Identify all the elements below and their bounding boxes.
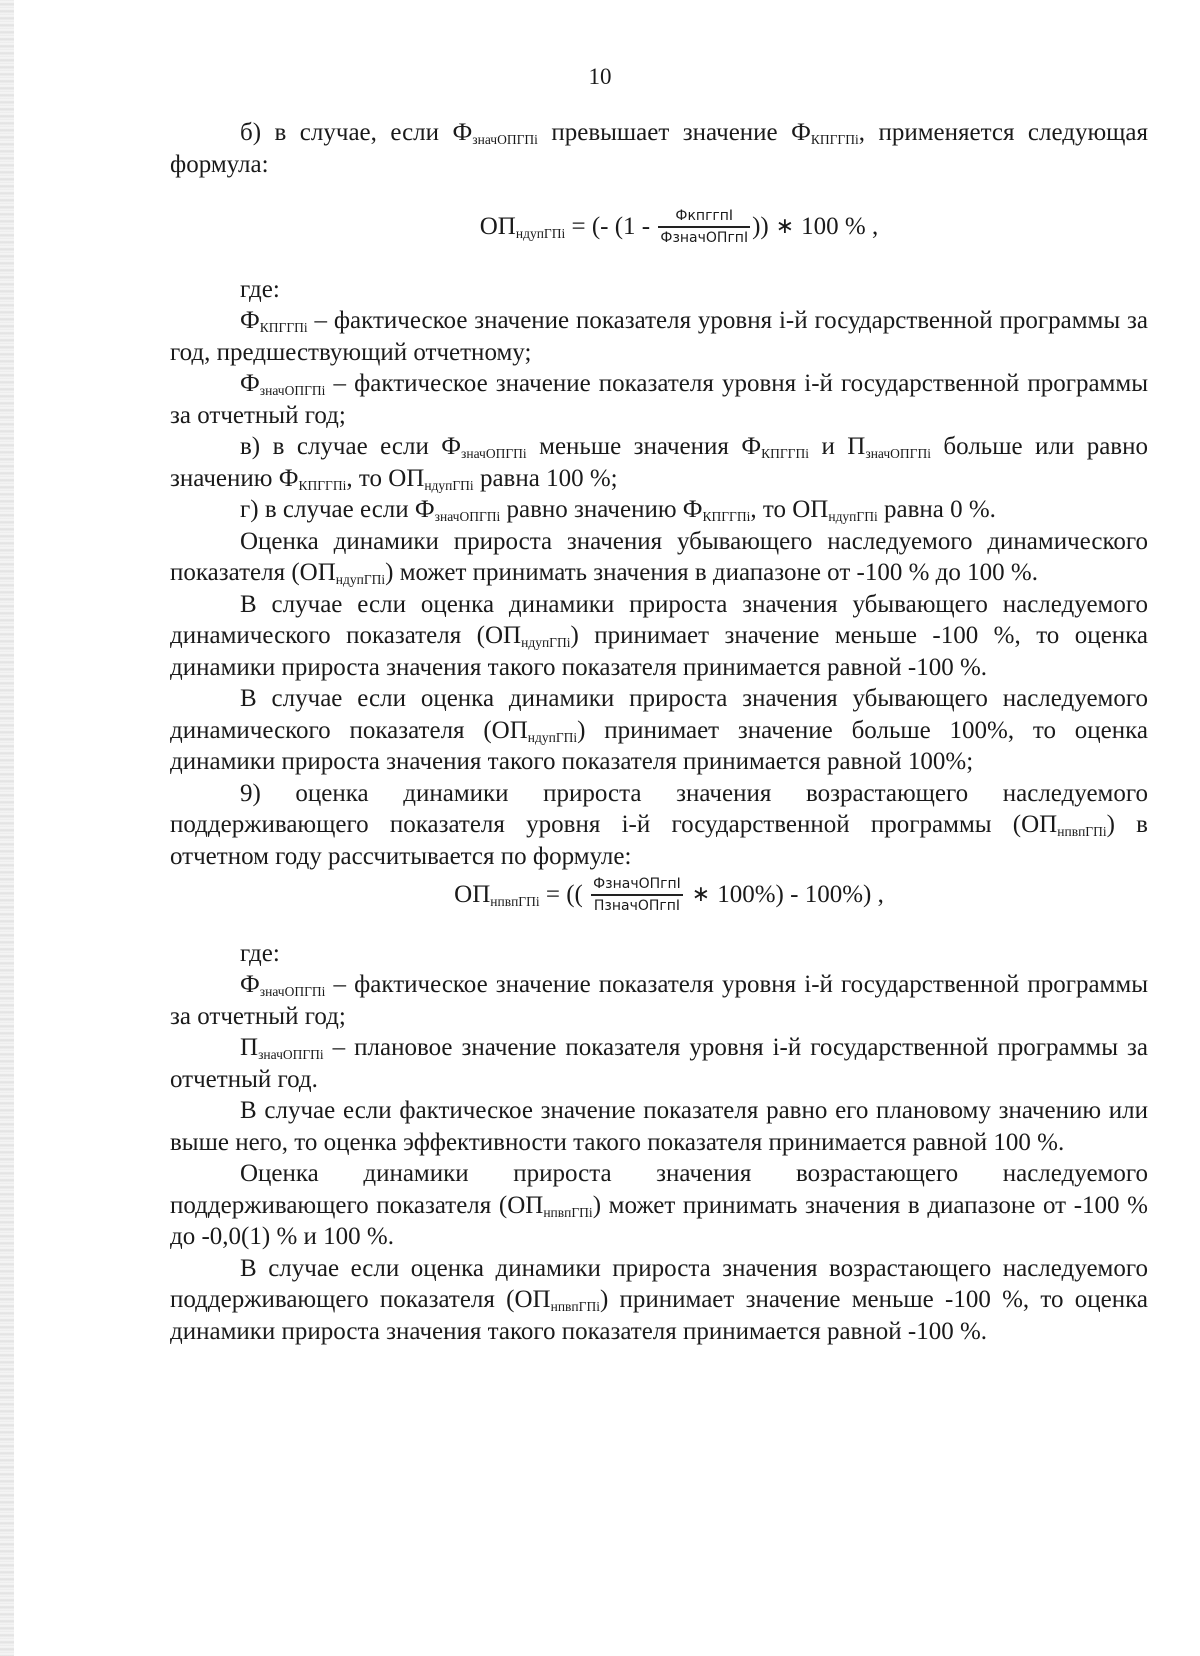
fraction-numerator: ФкпггпI bbox=[675, 208, 734, 224]
paragraph-above-100: В случае если оценка динамики прироста значения убывающего наследуемого динамического показателя $(ОП_{ндупГПi})$ принимает значение больше 100%, то оценка динамики прироста значения такого показателя принимается равной 100%; bbox=[170, 685, 1149, 775]
paragraph-case-v: в) в случае если $Ф_{значОПГПi}$ меньше значения $Ф_{КПГГПi}$ и $П_{значОПГПi}$ больше или равно значению $Ф_{КПГГПi}$, то $ОП_{ндупГПi}$ равна 100 %; bbox=[170, 433, 1148, 493]
formula-fraction bbox=[658, 206, 750, 248]
fraction-numerator: ФзначОПгпI bbox=[593, 876, 681, 892]
formula-opndup bbox=[210, 206, 1148, 248]
formula-tail: 100%) - 100%) , bbox=[717, 881, 884, 908]
paragraph-item-9: 9) оценка динамики прироста значения возрастающего наследуемого поддерживающего показателя уровня i-й государственной программы $(ОП_{нпвпГПi})$ в отчетном году рассчитывается по формуле: bbox=[170, 779, 1148, 870]
paragraph-range-increasing: Оценка динамики прироста значения возрастающего наследуемого поддерживающего показателя $(ОП_{нпвпГПi})$ может принимать значения в диапазоне от -100 % до -0,0(1) % и 100 %. bbox=[170, 1160, 1148, 1250]
where-label: где: bbox=[240, 939, 280, 967]
definition-pznachopgp: $П_{значОПГПi}$ – плановое значение показателя уровня i-й государственной программы за отчетный год. bbox=[170, 1034, 1148, 1093]
multiply-symbol: ∗ bbox=[768, 214, 802, 239]
scan-edge-artifact bbox=[0, 0, 14, 1656]
definition-fkpggp: $Ф_{КПГГПi}$ – фактическое значение показателя уровня i-й государственной программы за год, предшествующий отчетному; bbox=[170, 307, 1148, 366]
definition-fznachopgp: $Ф_{значОПГПi}$ – фактическое значение показателя уровня i-й государственной программы за отчетный год; bbox=[170, 370, 1148, 429]
definition-fznachopgp-2: $Ф_{значОПГПi}$ – фактическое значение показателя уровня i-й государственной программы за отчетный год; bbox=[170, 971, 1148, 1030]
paragraph-below-minus100: В случае если оценка динамики прироста значения убывающего наследуемого динамического показателя $(ОП_{ндупГПi})$ принимает значение меньше -100 %, то оценка динамики прироста значения такого показателя принимается равной -100 %. bbox=[170, 590, 1148, 681]
fraction-denominator: ФзначОПгпI bbox=[660, 229, 749, 246]
formula-close: )) bbox=[752, 213, 769, 240]
paragraph-case-b: б) в случае, если $Ф_{значОПГПi}$ превышает значение $Ф_{КПГГПi}$, применяется следующая формула: bbox=[170, 119, 1149, 178]
formula-opnpvp bbox=[190, 874, 1148, 916]
multiply-symbol: ∗ bbox=[684, 882, 718, 907]
formula-tail: 100 % , bbox=[801, 213, 879, 240]
fraction-denominator: ПзначОПгпI bbox=[593, 897, 681, 914]
formula-open: = (( bbox=[539, 881, 590, 908]
where-label: где: bbox=[240, 275, 280, 303]
paragraph-fact-equals-plan: В случае если фактическое значение показателя равно его плановому значению или выше него, то оценка эффективности такого показателя принимается равной 100 %. bbox=[170, 1097, 1148, 1156]
formula-open: = (- (1 - bbox=[565, 213, 657, 240]
paragraph-case-g: г) в случае если $Ф_{значОПГПi}$ равно значению $Ф_{КПГГПi}$, то $ОП_{ндупГПi}$ равна 0 %. bbox=[240, 496, 996, 524]
document-body bbox=[170, 117, 1148, 1347]
paragraph-increasing-below-minus100: В случае если оценка динамики прироста значения возрастающего наследуемого поддерживающего показателя $(ОП_{нпвпГПi})$ принимает значение меньше -100 %, то оценка динамики прироста значения такого показателя принимается равной -100 %. bbox=[170, 1254, 1148, 1345]
formula-lhs: $ОП_{ндупГПi}$ bbox=[479, 213, 566, 241]
formula-lhs: $ОП_{нпвпГПi}$ bbox=[454, 881, 540, 909]
paragraph-range-decreasing: Оценка динамики прироста значения убывающего наследуемого динамического показателя $(ОП_{ндупГПi})$ может принимать значения в диапазоне от -100 % до 100 %. bbox=[170, 527, 1148, 587]
page-number: 10 bbox=[588, 64, 612, 89]
formula-fraction bbox=[591, 874, 683, 916]
